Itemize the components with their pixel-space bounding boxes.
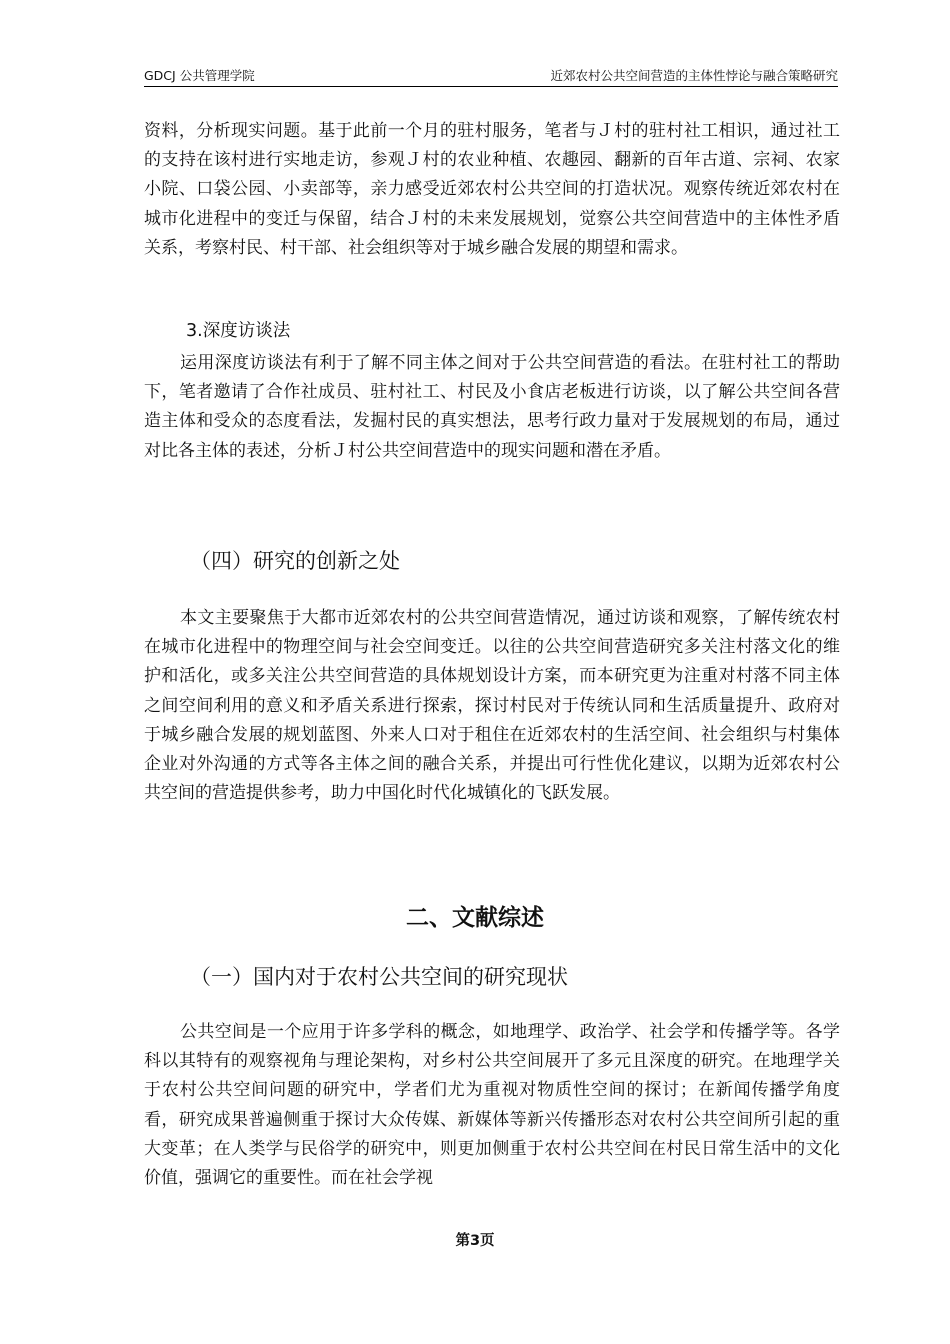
header-title: 近郊农村公共空间营造的主体性悖论与融合策略研究 [550,68,838,83]
paragraph-in-depth-interview: 运用深度访谈法有利于了解不同主体之间对于公共空间营造的看法。在驻村社工的帮助下，笔者邀请了合作社成员、驻村社工、村民及小食店老板进行访谈，以了解公共空间各营造主体和受众的态度看法，发掘村民的真实想法，思考行政力量对于发展规划的布局，通过对比各主体的表述，分析Ｊ村公共空间营造中的现实问题和潜在矛盾。 [144,353,840,461]
section-1-heading: （一）国内对于农村公共空间的研究现状 [190,965,568,989]
page-number: 第3页 [455,1233,495,1249]
paragraph-literature: 公共空间是一个应用于许多学科的概念，如地理学、政治学、社会学和传播学等。各学科以其特有的观察视角与理论架构，对乡村公共空间展开了多元且深度的研究。在地理学关于农村公共空间问题的研究中，学者们尤为重视对物质性空间的探讨；在新闻传播学角度看，研究成果普遍侧重于探讨大众传媒、新媒体等新兴传播形态对农村公共空间所引起的重大变革；在人类学与民俗学的研究中，则更加侧重于农村公共空间在村民日常生活中的文化价值，强调它的重要性。而在社会学视 [144,1022,840,1189]
method-3-heading: 3.深度访谈法 [186,321,291,341]
page-header [144,66,838,87]
paragraph-field-observation: 资料，分析现实问题。基于此前一个月的驻村服务，笔者与Ｊ村的驻村社工相识，通过社工的支持在该村进行实地走访，参观Ｊ村的农业种植、农趣园、翻新的百年古道、宗祠、农家小院、口袋公园、小卖部等，亲力感受近郊农村公共空间的打造状况。观察传统近郊农村在城市化进程中的变迁与保留，结合Ｊ村的未来发展规划，觉察公共空间营造中的主体性矛盾关系，考察村民、村干部、社会组织等对于城乡融合发展的期望和需求。 [144,121,840,258]
paragraph-innovation: 本文主要聚焦于大都市近郊农村的公共空间营造情况，通过访谈和观察，了解传统农村在城市化进程中的物理空间与社会空间变迁。以往的公共空间营造研究多关注村落文化的维护和活化，或多关注公共空间营造的具体规划设计方案，而本研究更为注重对村落不同主体之间空间利用的意义和矛盾关系进行探索，探讨村民对于传统认同和生活质量提升、政府对于城乡融合发展的规划蓝图、外来人口对于租住在近郊农村的生活空间、社会组织与村集体企业对外沟通的方式等各主体之间的融合关系，并提出可行性优化建议，以期为近郊农村公共空间的营造提供参考，助力中国化时代化城镇化的飞跃发展。 [144,608,840,804]
header-school: GDCJ 公共管理学院 [144,68,255,83]
section-4-heading: （四）研究的创新之处 [190,549,400,573]
chapter-2-heading: 二、文献综述 [406,905,544,931]
